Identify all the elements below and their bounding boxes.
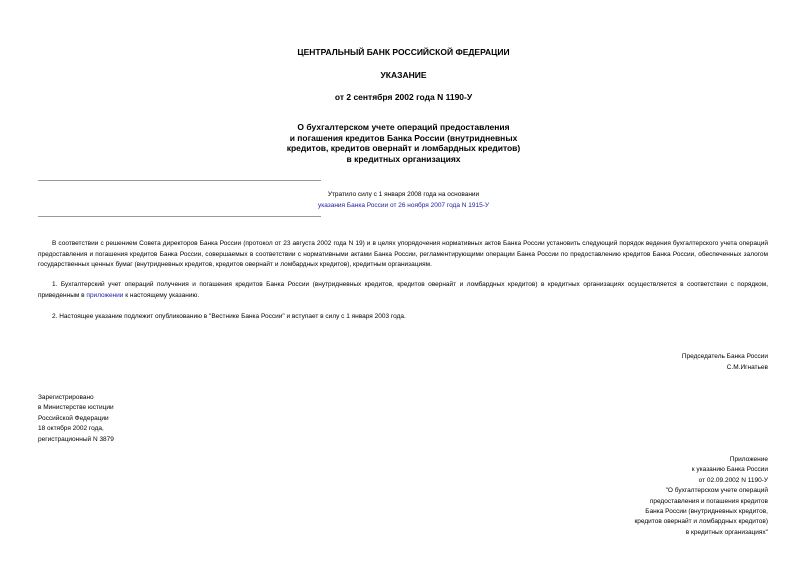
document-subject <box>0 122 807 164</box>
registration-line: Российской Федерации <box>38 414 109 422</box>
appendix-link[interactable]: приложении <box>86 291 124 299</box>
appendix-line: от 02.09.2002 N 1190-У <box>698 476 768 484</box>
appendix-heading <box>634 455 768 538</box>
registration-line: 18 октября 2002 года, <box>38 425 104 433</box>
divider-top <box>38 180 321 181</box>
paragraph-1 <box>38 280 768 301</box>
registration-line: Зарегистрировано <box>38 394 94 401</box>
status-link[interactable]: указания Банка России от 26 ноября 2007 года N 1915-У <box>317 201 490 209</box>
subject-line: О бухгалтерском учете операций предоставления <box>297 122 510 132</box>
status-note <box>0 190 807 211</box>
paragraph-2: 2. Настоящее указание подлежит опубликованию в "Вестнике Банка России" и вступает в силу с 1 января 2003 года. <box>52 313 406 320</box>
issuer-title: ЦЕНТРАЛЬНЫЙ БАНК РОССИЙСКОЙ ФЕДЕРАЦИИ <box>297 47 510 57</box>
appendix-line: в кредитных организациях" <box>685 528 768 536</box>
appendix-line: к указанию Банка России <box>691 466 768 474</box>
subject-line: и погашения кредитов Банка России (внутридневных <box>289 132 518 143</box>
divider-bottom <box>38 216 321 217</box>
subject-line: кредитов, кредитов овернайт и ломбардных кредитов) <box>286 143 521 153</box>
paragraph-1-text-end: к настоящему указанию. <box>123 291 200 299</box>
status-text: Утратило силу с 1 января 2008 года на основании <box>327 191 480 198</box>
document-type: УКАЗАНИЕ <box>380 70 427 80</box>
signature-block <box>682 352 768 373</box>
subject-line: в кредитных организациях <box>346 153 461 164</box>
appendix-line: Приложение <box>729 456 768 463</box>
appendix-line: кредитов овернайт и ломбардных кредитов) <box>634 518 768 526</box>
document-date-number: от 2 сентября 2002 года N 1190-У <box>334 92 473 102</box>
paragraph-preamble: В соответствии с решением Совета директоров Банка России (протокол от 23 августа 2002 года N 19) и в целях упорядочения нормативных актов Банка России установить следующий порядок ведения бухгалтерского учета операций предоставления и погашения кредитов Банка России, совершаемых в соответствии с нормативными актами Банка России, регламентирующими операции Банка России по предоставлению кредитов Банка России, обеспеченных залогом государственных ценных бумаг (внутридневных кредитов, кредитов овернайт и ломбардных кредитов), кредитным организациям. <box>38 240 768 268</box>
appendix-line: предоставления и погашения кредитов <box>649 497 768 505</box>
registration-line: регистрационный N 3879 <box>38 435 114 443</box>
signatory-name: С.М.Игнатьев <box>726 363 768 371</box>
registration-line: в Министерстве юстиции <box>38 404 114 412</box>
appendix-line: Банка России (внутридневных кредитов, <box>645 508 768 516</box>
paragraph-1-text: 1. Бухгалтерский учет операций получения и погашения кредитов Банка России (внутридневных кредитов, кредитов овернайт и ломбардных кредитов) в кредитных организациях осуществляется в соответствии с порядком, приведенным в <box>38 281 768 299</box>
registration-block <box>38 393 114 445</box>
appendix-line: "О бухгалтерском учете операций <box>665 487 768 495</box>
signatory-position: Председатель Банка России <box>681 353 768 360</box>
